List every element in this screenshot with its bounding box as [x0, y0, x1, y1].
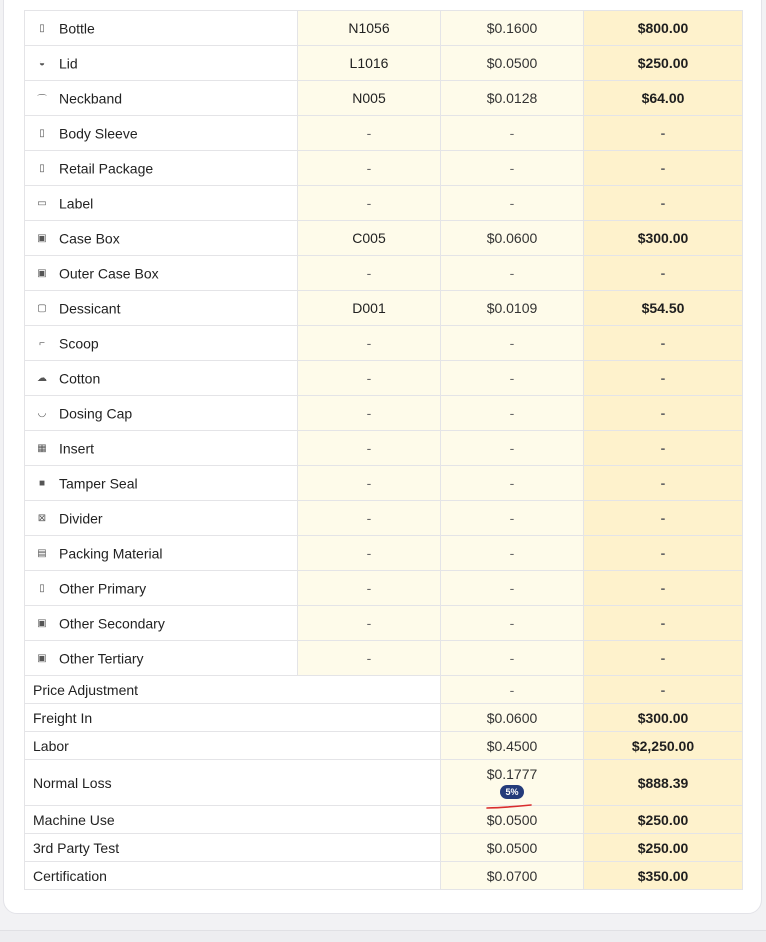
empty-value-dash: -	[660, 440, 666, 456]
total-cost-cell	[584, 536, 743, 571]
total-cost-cell	[584, 466, 743, 501]
cost-name-cell: Labor	[25, 732, 441, 760]
empty-value-dash: -	[509, 195, 515, 211]
table-row[interactable]	[25, 396, 743, 431]
component-name-cell	[25, 326, 298, 361]
unit-cost-cell	[441, 256, 584, 291]
total-cost-cell: $2,250.00	[584, 732, 743, 760]
empty-value-dash: -	[509, 440, 515, 456]
total-cost-cell: $800.00	[584, 11, 743, 46]
component-name: Other Secondary	[59, 615, 165, 632]
unit-cost-cell	[441, 186, 584, 221]
table-row[interactable]	[25, 834, 743, 862]
unit-cost-cell: $0.0600	[441, 704, 584, 732]
unit-cost-cell: $0.4500	[441, 732, 584, 760]
total-cost-cell	[584, 431, 743, 466]
total-cost-cell	[584, 501, 743, 536]
component-code-cell: C005	[298, 221, 441, 256]
table-row[interactable]	[25, 256, 743, 291]
unit-cost-cell: $0.0500	[441, 834, 584, 862]
component-code-cell	[298, 606, 441, 641]
empty-value-dash: -	[509, 650, 515, 666]
red-underline-mark	[486, 804, 532, 810]
table-row[interactable]	[25, 326, 743, 361]
empty-value-dash: -	[366, 650, 372, 666]
label-icon: ▭	[37, 198, 47, 210]
table-row[interactable]	[25, 361, 743, 396]
empty-value-dash: -	[366, 405, 372, 421]
table-row[interactable]	[25, 641, 743, 676]
unit-cost-cell	[441, 536, 584, 571]
component-code-cell: N005	[298, 81, 441, 116]
empty-value-dash: -	[509, 335, 515, 351]
cost-name-cell: Machine Use	[25, 806, 441, 834]
empty-value-dash: -	[509, 405, 515, 421]
component-code-cell	[298, 116, 441, 151]
unit-cost-with-badge	[441, 766, 583, 799]
empty-value-dash: -	[366, 615, 372, 631]
total-cost-cell	[584, 326, 743, 361]
component-name: Case Box	[59, 230, 120, 247]
empty-value-dash: -	[366, 265, 372, 281]
total-cost-cell: $64.00	[584, 81, 743, 116]
component-code-cell	[298, 151, 441, 186]
component-name-cell	[25, 431, 298, 466]
total-cost-cell: $250.00	[584, 834, 743, 862]
empty-value-dash: -	[366, 475, 372, 491]
table-row[interactable]	[25, 732, 743, 760]
unit-cost-cell	[441, 431, 584, 466]
total-cost-cell	[584, 396, 743, 431]
total-cost-cell	[584, 641, 743, 676]
body-sleeve-icon: ▯	[39, 128, 45, 140]
unit-cost-cell: $0.0109	[441, 291, 584, 326]
cost-breakdown-table	[24, 10, 743, 890]
unit-cost-cell	[441, 606, 584, 641]
unit-cost-cell	[441, 361, 584, 396]
empty-value-dash: -	[660, 650, 666, 666]
table-row[interactable]	[25, 11, 743, 46]
component-name: Cotton	[59, 370, 101, 387]
unit-cost-cell	[441, 760, 584, 806]
unit-cost-cell	[441, 326, 584, 361]
total-cost-cell: $54.50	[584, 291, 743, 326]
table-row[interactable]	[25, 571, 743, 606]
other-secondary-icon: ▣	[37, 618, 47, 630]
empty-value-dash: -	[660, 681, 666, 698]
table-row[interactable]	[25, 606, 743, 641]
dessicant-icon: ▢	[37, 303, 47, 315]
table-row[interactable]	[25, 186, 743, 221]
retail-package-icon: ▯	[39, 163, 45, 175]
empty-value-dash: -	[366, 370, 372, 386]
component-name: Body Sleeve	[59, 125, 138, 142]
component-name: Bottle	[59, 20, 95, 37]
unit-cost-cell	[441, 151, 584, 186]
empty-value-dash: -	[366, 125, 372, 141]
component-name: Tamper Seal	[59, 475, 138, 492]
empty-value-dash: -	[509, 510, 515, 526]
component-code-cell	[298, 326, 441, 361]
component-code-cell	[298, 536, 441, 571]
table-row[interactable]	[25, 862, 743, 890]
total-cost-cell	[584, 361, 743, 396]
empty-value-dash: -	[366, 335, 372, 351]
empty-value-dash: -	[366, 440, 372, 456]
neckband-icon: ⌒	[37, 95, 47, 107]
component-name-cell	[25, 501, 298, 536]
table-row[interactable]	[25, 704, 743, 732]
component-code-cell	[298, 256, 441, 291]
unit-cost-cell	[441, 571, 584, 606]
unit-cost-cell: $0.0500	[441, 806, 584, 834]
component-name-cell	[25, 466, 298, 501]
empty-value-dash: -	[660, 125, 666, 141]
component-name-cell	[25, 46, 298, 81]
total-cost-cell	[584, 606, 743, 641]
empty-value-dash: -	[509, 681, 515, 698]
empty-value-dash: -	[366, 510, 372, 526]
component-name: Lid	[59, 55, 78, 72]
total-cost-cell: $250.00	[584, 46, 743, 81]
component-name: Label	[59, 195, 94, 212]
unit-cost-cell	[441, 676, 584, 704]
component-name-cell	[25, 11, 298, 46]
empty-value-dash: -	[660, 195, 666, 211]
component-code-cell	[298, 641, 441, 676]
empty-value-dash: -	[660, 160, 666, 176]
component-rows	[25, 11, 743, 676]
unit-cost-cell	[441, 396, 584, 431]
table-row[interactable]	[25, 466, 743, 501]
cost-name-cell: 3rd Party Test	[25, 834, 441, 862]
total-cost-cell: $250.00	[584, 806, 743, 834]
component-name-cell	[25, 396, 298, 431]
component-code-cell: D001	[298, 291, 441, 326]
unit-cost-cell: $0.0700	[441, 862, 584, 890]
table-row[interactable]	[25, 221, 743, 256]
empty-value-dash: -	[509, 125, 515, 141]
empty-value-dash: -	[509, 545, 515, 561]
cost-name-cell: Freight In	[25, 704, 441, 732]
empty-value-dash: -	[366, 580, 372, 596]
total-cost-cell	[584, 571, 743, 606]
table-row[interactable]	[25, 431, 743, 466]
component-name-cell	[25, 361, 298, 396]
loss-percent-wrap	[500, 782, 523, 799]
total-cost-cell: $300.00	[584, 221, 743, 256]
component-name: Other Primary	[59, 580, 147, 597]
empty-value-dash: -	[660, 475, 666, 491]
bottle-icon: ▯	[39, 23, 45, 35]
packing-material-icon: ▤	[37, 548, 47, 560]
component-name-cell	[25, 221, 298, 256]
component-name-cell	[25, 116, 298, 151]
component-name-cell	[25, 606, 298, 641]
empty-value-dash: -	[509, 370, 515, 386]
empty-value-dash: -	[660, 615, 666, 631]
table-row[interactable]	[25, 46, 743, 81]
insert-icon: ▦	[37, 443, 47, 455]
component-code-cell: L1016	[298, 46, 441, 81]
component-name: Scoop	[59, 335, 99, 352]
total-cost-cell	[584, 256, 743, 291]
total-cost-cell: $300.00	[584, 704, 743, 732]
total-cost-cell	[584, 186, 743, 221]
total-cost-cell: $350.00	[584, 862, 743, 890]
component-code-cell	[298, 571, 441, 606]
empty-value-dash: -	[509, 160, 515, 176]
cost-name-cell: Normal Loss	[25, 760, 441, 806]
unit-cost-value: $0.1777	[486, 766, 538, 782]
empty-value-dash: -	[660, 510, 666, 526]
unit-cost-cell	[441, 466, 584, 501]
component-name: Outer Case Box	[59, 265, 159, 282]
scoop-icon: ⌐	[39, 338, 45, 350]
component-code-cell	[298, 466, 441, 501]
table-row[interactable]	[25, 291, 743, 326]
lid-icon: ◒	[38, 58, 46, 70]
component-name: Divider	[59, 510, 103, 527]
component-code-cell	[298, 396, 441, 431]
component-name-cell	[25, 151, 298, 186]
cotton-icon: ☁	[37, 373, 47, 385]
unit-cost-cell	[441, 641, 584, 676]
table-row[interactable]	[25, 151, 743, 186]
component-code-cell	[298, 501, 441, 536]
component-name: Other Tertiary	[59, 650, 144, 667]
loss-percent-badge[interactable]: 5%	[500, 785, 523, 799]
total-cost-cell	[584, 116, 743, 151]
table-row[interactable]	[25, 116, 743, 151]
component-name: Packing Material	[59, 545, 163, 562]
unit-cost-cell: $0.0600	[441, 221, 584, 256]
component-name: Neckband	[59, 90, 123, 107]
tamper-seal-icon: ■	[38, 478, 46, 490]
other-tertiary-icon: ▣	[37, 653, 47, 665]
empty-value-dash: -	[660, 265, 666, 281]
empty-value-dash: -	[660, 335, 666, 351]
additional-cost-rows	[25, 676, 743, 890]
empty-value-dash: -	[366, 195, 372, 211]
total-cost-cell: $888.39	[584, 760, 743, 806]
empty-value-dash: -	[660, 405, 666, 421]
empty-value-dash: -	[509, 615, 515, 631]
component-name: Retail Package	[59, 160, 154, 177]
divider-icon: ⊠	[37, 513, 47, 525]
table-row[interactable]	[25, 676, 743, 704]
component-name: Insert	[59, 440, 95, 457]
component-name-cell	[25, 536, 298, 571]
empty-value-dash: -	[660, 580, 666, 596]
component-code-cell	[298, 361, 441, 396]
component-name-cell	[25, 641, 298, 676]
cost-name-cell: Price Adjustment	[25, 676, 441, 704]
empty-value-dash: -	[660, 370, 666, 386]
component-name-cell	[25, 186, 298, 221]
empty-value-dash: -	[509, 265, 515, 281]
component-code-cell: N1056	[298, 11, 441, 46]
table-row[interactable]	[25, 81, 743, 116]
cost-name-cell: Certification	[25, 862, 441, 890]
empty-value-dash: -	[509, 580, 515, 596]
component-name-cell	[25, 256, 298, 291]
component-name-cell	[25, 291, 298, 326]
unit-cost-cell: $0.0128	[441, 81, 584, 116]
empty-value-dash: -	[660, 545, 666, 561]
table-row[interactable]	[25, 501, 743, 536]
component-code-cell	[298, 431, 441, 466]
empty-value-dash: -	[509, 475, 515, 491]
unit-cost-cell: $0.0500	[441, 46, 584, 81]
component-name-cell	[25, 571, 298, 606]
table-row[interactable]	[25, 760, 743, 806]
table-row[interactable]	[25, 536, 743, 571]
component-name: Dosing Cap	[59, 405, 133, 422]
other-primary-icon: ▯	[39, 583, 45, 595]
table-row[interactable]	[25, 806, 743, 834]
empty-value-dash: -	[366, 545, 372, 561]
total-cost-cell	[584, 676, 743, 704]
unit-cost-cell	[441, 116, 584, 151]
page-footer-strip	[0, 930, 766, 942]
empty-value-dash: -	[366, 160, 372, 176]
outer-case-box-icon: ▣	[37, 268, 47, 280]
component-name-cell	[25, 81, 298, 116]
unit-cost-cell	[441, 501, 584, 536]
unit-cost-cell: $0.1600	[441, 11, 584, 46]
component-name: Dessicant	[59, 300, 121, 317]
case-box-icon: ▣	[37, 233, 47, 245]
total-cost-cell	[584, 151, 743, 186]
dosing-cap-icon: ◡	[37, 408, 47, 420]
component-code-cell	[298, 186, 441, 221]
